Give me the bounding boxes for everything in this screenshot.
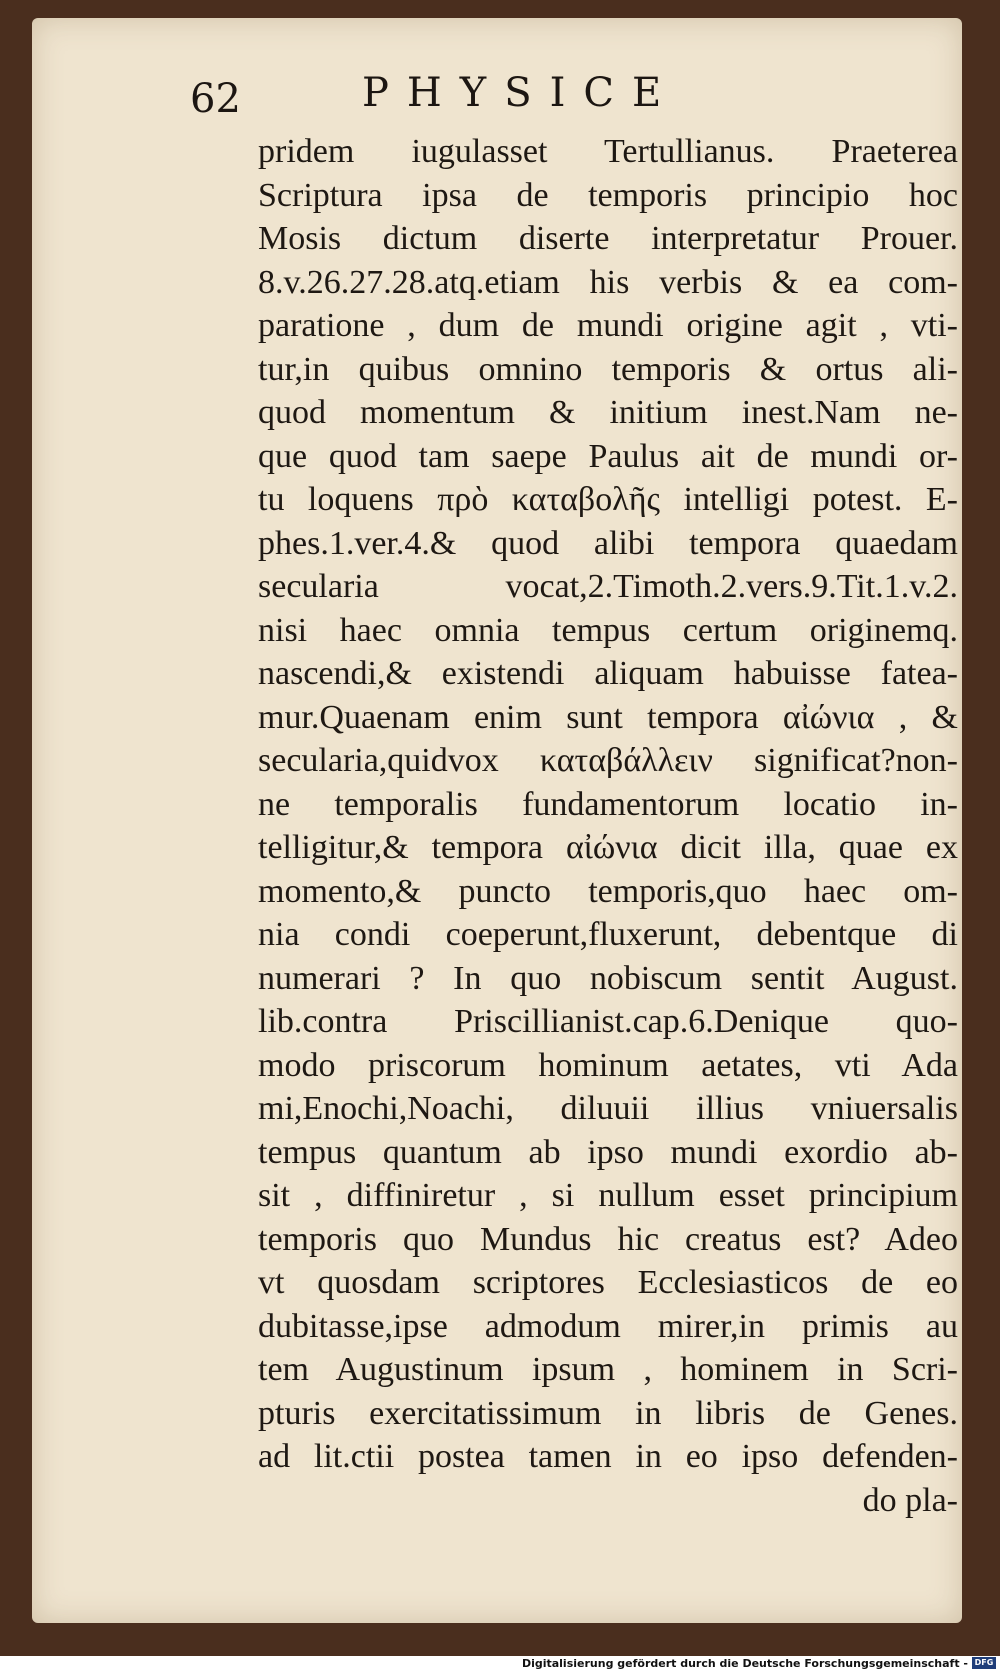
dfg-logo-icon: DFG xyxy=(972,1657,996,1669)
text-line: vt quosdam scriptores Ecclesiasticos de eo xyxy=(258,1264,958,1301)
book-page xyxy=(32,18,962,1623)
text-line: quod momentum & initium inest.Nam ne- xyxy=(258,394,958,431)
text-line: pridem iugulasset Tertullianus. Praeterea xyxy=(258,133,958,170)
text-line: Mosis dictum diserte interpretatur Prouer. xyxy=(258,220,958,257)
text-line: temporis quo Mundus hic creatus est? Adeo xyxy=(258,1220,958,1258)
text-line: pturis exercitatissimum in libris de Genes. xyxy=(258,1394,958,1432)
page-number: 62 xyxy=(190,76,241,122)
body-text xyxy=(258,130,958,1522)
text-line: ad lit.ctii postea tamen in eo ipso defenden- xyxy=(258,1438,958,1475)
text-line: momento,& puncto temporis,quo haec om- xyxy=(258,872,958,910)
text-line: do pla- xyxy=(862,1481,958,1519)
text-line: nascendi,& existendi aliquam habuisse fatea- xyxy=(258,655,958,692)
text-line: secularia,quidvox καταβάλλειν significat?non- xyxy=(258,742,958,779)
text-line: telligitur,& tempora αἰώνια dicit illa, quae ex xyxy=(258,829,958,866)
text-line: tu loquens πρὸ καταβολῆς intelligi potest. E- xyxy=(258,481,958,518)
text-line: mi,Enochi,Noachi, diluuii illius vniuersalis xyxy=(258,1090,958,1127)
footer-credit: Digitalisierung gefördert durch die Deutsche Forschungsgemeinschaft - xyxy=(521,1657,968,1670)
text-line: lib.contra Priscillianist.cap.6.Denique quo- xyxy=(258,1003,958,1040)
text-line: numerari ? In quo nobiscum sentit August. xyxy=(258,959,958,997)
text-line: nisi haec omnia tempus certum originemq. xyxy=(258,611,958,649)
text-line: modo priscorum hominum aetates, vti Ada xyxy=(258,1046,958,1084)
text-line: tem Augustinum ipsum , hominem in Scri- xyxy=(258,1351,958,1388)
text-line: secularia vocat,2.Timoth.2.vers.9.Tit.1.v.2. xyxy=(258,568,958,605)
text-line: nia condi coeperunt,fluxerunt, debentque di xyxy=(258,916,958,953)
text-line: paratione , dum de mundi origine agit , vti- xyxy=(258,307,958,344)
text-line: mur.Quaenam enim sunt tempora αἰώνια , & xyxy=(258,698,958,736)
text-line: que quod tam saepe Paulus ait de mundi or- xyxy=(258,437,958,475)
text-line: phes.1.ver.4.& quod alibi tempora quaedam xyxy=(258,524,958,562)
running-head: PHYSICE xyxy=(362,70,680,116)
text-line: tempus quantum ab ipso mundi exordio ab- xyxy=(258,1133,958,1171)
text-line: ne temporalis fundamentorum locatio in- xyxy=(258,785,958,823)
text-line: 8.v.26.27.28.atq.etiam his verbis & ea com- xyxy=(258,263,958,301)
text-line: sit , diffiniretur , si nullum esset principium xyxy=(258,1177,958,1214)
text-line: dubitasse,ipse admodum mirer,in primis au xyxy=(258,1307,958,1345)
text-line: tur,in quibus omnino temporis & ortus ali- xyxy=(258,350,958,388)
text-line: Scriptura ipsa de temporis principio hoc xyxy=(258,176,958,214)
